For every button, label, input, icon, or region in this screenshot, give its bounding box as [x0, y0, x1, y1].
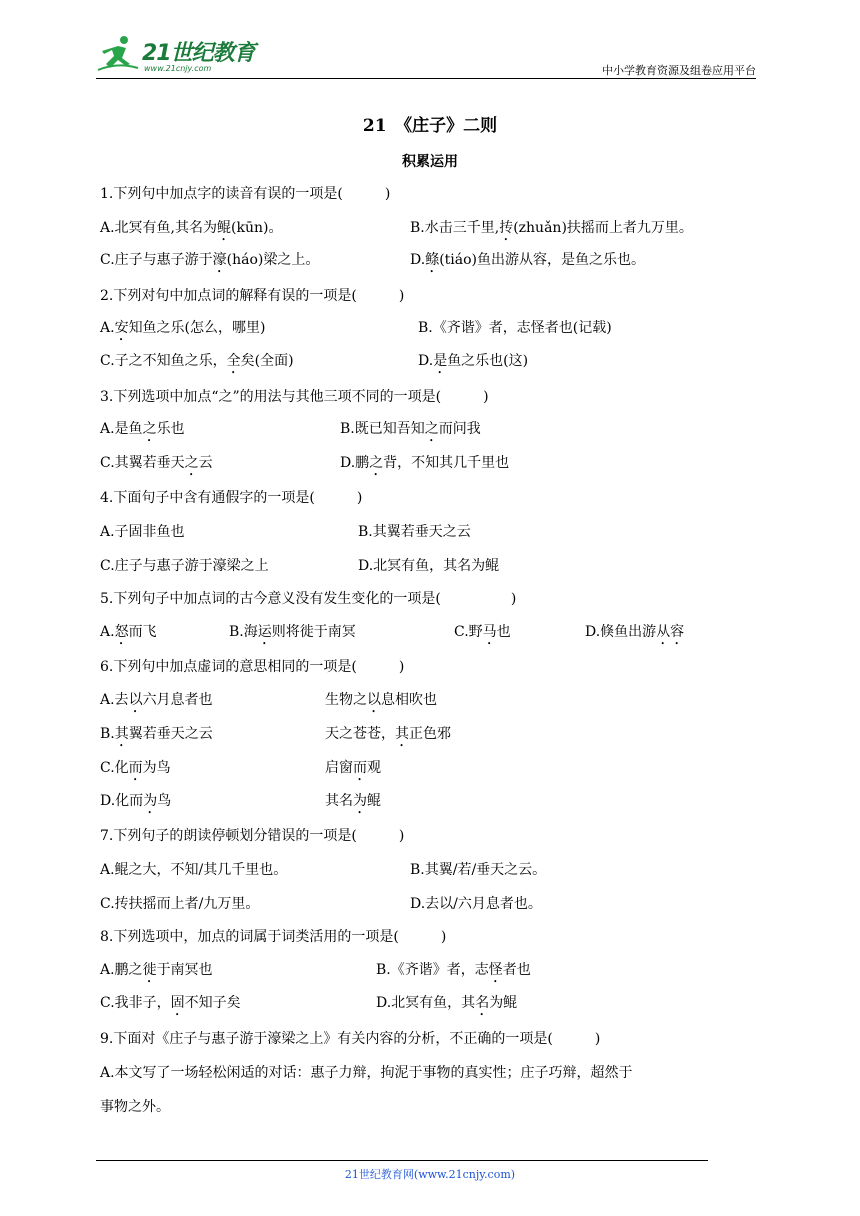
- q5-option-d[interactable]: D.倏鱼出游从容: [585, 624, 685, 640]
- q1-option-c[interactable]: C.庄子与惠子游于濠(háo)梁之上。: [100, 252, 320, 268]
- q3-option-d[interactable]: D.鹏之背，不知其几千里也: [340, 455, 510, 471]
- q9-option-a[interactable]: A.本文写了一场轻松闲适的对话：惠子力辩，拘泥于事物的真实性；庄子巧辩，超然于: [100, 1065, 633, 1081]
- q3-option-b[interactable]: B.既已知吾知之而问我: [340, 421, 481, 437]
- question-3-stem: 3.下列选项中加点“之”的用法与其他三项不同的一项是( ): [100, 389, 489, 405]
- q1-option-d[interactable]: D.鲦(tiáo)鱼出游从容，是鱼之乐也。: [410, 252, 645, 268]
- q7-option-c[interactable]: C.抟扶摇而上者/九万里。: [100, 896, 260, 912]
- q6-option-b[interactable]: B.其翼若垂天之云: [100, 726, 213, 742]
- q6-option-a[interactable]: A.去以六月息者也: [100, 692, 213, 708]
- q7-option-d[interactable]: D.去以/六月息者也。: [410, 896, 542, 912]
- q6-option-c[interactable]: C.化而为鸟: [100, 760, 171, 776]
- q2-option-a[interactable]: A.安知鱼之乐(怎么，哪里): [100, 320, 266, 336]
- q2-option-b[interactable]: B.《齐谐》者，志怪者也(记载): [418, 320, 612, 336]
- question-2-stem: 2.下列对句中加点词的解释有误的一项是( ): [100, 288, 405, 304]
- q9-option-a-cont: 事物之外。: [100, 1099, 170, 1115]
- q6-option-a-compare: 生物之以息相吹也: [325, 692, 437, 708]
- running-man-icon: [96, 34, 140, 74]
- q7-option-b[interactable]: B.其翼/若/垂天之云。: [410, 862, 547, 878]
- q6-option-b-compare: 天之苍苍，其正色邪: [325, 726, 451, 742]
- page-title: 21 《庄子》二则: [362, 116, 498, 136]
- q5-option-b[interactable]: B.海运则将徙于南冥: [229, 624, 356, 640]
- q7-option-a[interactable]: A.鲲之大，不知/其几千里也。: [100, 862, 288, 878]
- q2-option-d[interactable]: D.是鱼之乐也(这): [418, 353, 529, 369]
- question-6-stem: 6.下列句中加点虚词的意思相同的一项是( ): [100, 659, 405, 675]
- q4-option-b[interactable]: B.其翼若垂天之云: [358, 524, 471, 540]
- question-9-stem: 9.下面对《庄子与惠子游于濠梁之上》有关内容的分析，不正确的一项是( ): [100, 1031, 601, 1047]
- q1-option-b[interactable]: B.水击三千里,抟(zhuǎn)扶摇而上者九万里。: [410, 220, 693, 236]
- logo-text: 21世纪教育: [142, 41, 255, 66]
- q8-option-b[interactable]: B.《齐谐》者，志怪者也: [376, 962, 531, 978]
- q8-option-a[interactable]: A.鹏之徙于南冥也: [100, 962, 213, 978]
- q5-option-a[interactable]: A.怒而飞: [100, 624, 157, 640]
- footer-link[interactable]: 21世纪教育网(www.21cnjy.com): [344, 1168, 516, 1181]
- section-title: 积累运用: [402, 154, 458, 170]
- q4-option-d[interactable]: D.北冥有鱼，其名为鲲: [358, 558, 500, 574]
- logo-url: www.21cnjy.com: [144, 64, 212, 73]
- question-1-stem: 1.下列句中加点字的读音有误的一项是( ): [100, 186, 391, 202]
- logo: [96, 34, 266, 74]
- q8-option-c[interactable]: C.我非子，固不知子矣: [100, 995, 241, 1011]
- q1-option-a[interactable]: A.北冥有鱼,其名为鲲(kūn)。: [100, 220, 283, 236]
- q6-option-d[interactable]: D.化而为鸟: [100, 793, 172, 809]
- q8-option-d[interactable]: D.北冥有鱼，其名为鲲: [376, 995, 518, 1011]
- q6-option-d-compare: 其名为鲲: [325, 793, 381, 809]
- question-5-stem: 5.下列句子中加点词的古今意义没有发生变化的一项是( ): [100, 591, 517, 607]
- footer-divider: [96, 1160, 708, 1161]
- q3-option-c[interactable]: C.其翼若垂天之云: [100, 455, 213, 471]
- question-8-stem: 8.下列选项中，加点的词属于词类活用的一项是( ): [100, 929, 447, 945]
- q2-option-c[interactable]: C.子之不知鱼之乐，全矣(全面): [100, 353, 294, 369]
- q6-option-c-compare: 启窗而观: [325, 760, 381, 776]
- q4-option-a[interactable]: A.子固非鱼也: [100, 524, 185, 540]
- header-tagline: 中小学教育资源及组卷应用平台: [602, 64, 756, 77]
- page-header: [96, 34, 756, 79]
- question-4-stem: 4.下面句子中含有通假字的一项是( ): [100, 490, 363, 506]
- q5-option-c[interactable]: C.野马也: [454, 624, 511, 640]
- question-7-stem: 7.下列句子的朗读停顿划分错误的一项是( ): [100, 828, 405, 844]
- q3-option-a[interactable]: A.是鱼之乐也: [100, 421, 185, 437]
- q4-option-c[interactable]: C.庄子与惠子游于濠梁之上: [100, 558, 269, 574]
